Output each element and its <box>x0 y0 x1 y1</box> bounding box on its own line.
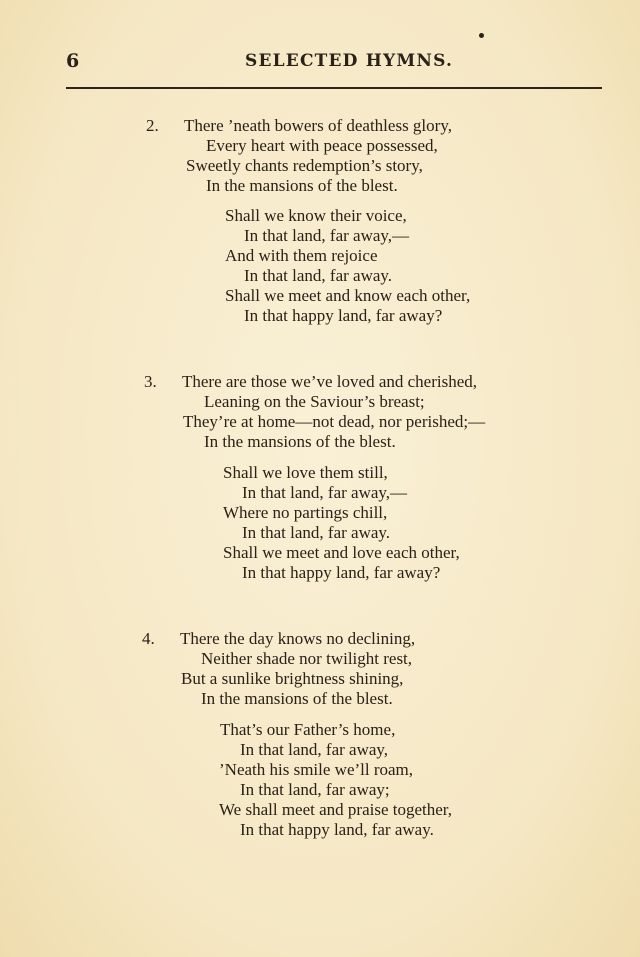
refrain-line: That’s our Father’s home, <box>220 720 396 739</box>
refrain-line: Shall we love them still, <box>223 463 388 482</box>
verse-line: Every heart with peace possessed, <box>206 136 438 155</box>
verse-line: Neither shade nor twilight rest, <box>201 649 413 668</box>
verse-line: Leaning on the Saviour’s breast; <box>204 392 425 411</box>
page-number: 6 <box>66 50 81 72</box>
verse-line: There the day knows no declining, <box>180 629 416 648</box>
verse-line: Sweetly chants redemption’s story, <box>186 156 423 175</box>
refrain-line: And with them rejoice <box>225 246 378 265</box>
refrain-line: In that land, far away,— <box>244 226 410 245</box>
stanza-number: 4. <box>142 629 155 648</box>
verse-line: In the mansions of the blest. <box>201 689 393 708</box>
refrain-line: In that happy land, far away? <box>244 306 443 325</box>
refrain-line: Shall we meet and know each other, <box>225 286 471 305</box>
refrain-line: In that happy land, far away. <box>240 820 434 839</box>
header-rule <box>66 87 602 89</box>
running-head: SELECTED HYMNS. <box>245 51 454 71</box>
refrain-line: We shall meet and praise together, <box>219 800 453 819</box>
verse-line: They’re at home—not dead, nor perished;— <box>183 412 486 431</box>
refrain-line: In that land, far away,— <box>242 483 408 502</box>
stanza-number: 3. <box>144 372 157 391</box>
refrain-line: ’Neath his smile we’ll roam, <box>219 760 414 779</box>
refrain-line: In that land, far away. <box>242 523 391 542</box>
verse-line: In the mansions of the blest. <box>204 432 396 451</box>
verse-line: But a sunlike brightness shining, <box>181 669 404 688</box>
ink-speck <box>479 33 484 38</box>
refrain-line: In that land, far away, <box>240 740 389 759</box>
refrain-line: In that land, far away; <box>240 780 390 799</box>
verse-line: In the mansions of the blest. <box>206 176 398 195</box>
verse-line: There are those we’ve loved and cherished, <box>182 372 478 391</box>
stanza-number: 2. <box>146 116 159 135</box>
refrain-line: Shall we know their voice, <box>225 206 407 225</box>
verse-line: There ’neath bowers of deathless glory, <box>184 116 452 135</box>
refrain-line: In that happy land, far away? <box>242 563 441 582</box>
refrain-line: In that land, far away. <box>244 266 393 285</box>
refrain-line: Where no partings chill, <box>223 503 388 522</box>
refrain-line: Shall we meet and love each other, <box>223 543 460 562</box>
